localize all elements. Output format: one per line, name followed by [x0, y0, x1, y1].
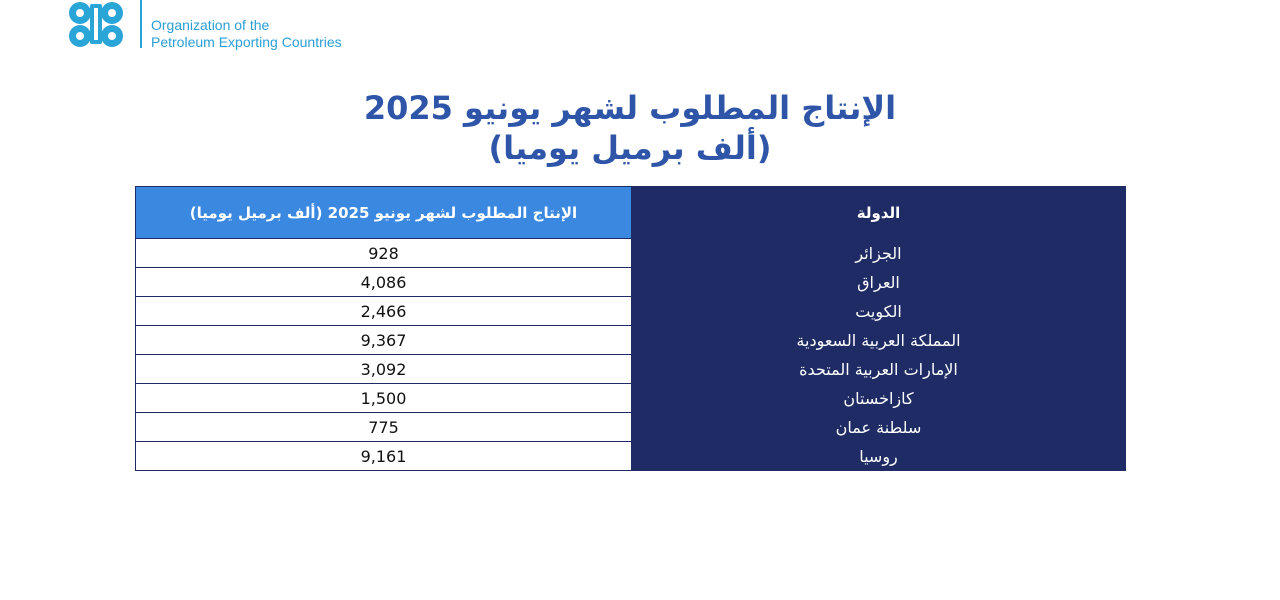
opec-logo-icon [68, 0, 124, 48]
title-line-2: (ألف برميل يوميا) [488, 129, 772, 167]
country-name: الإمارات العربية المتحدة [632, 355, 1126, 384]
country-name: روسيا [632, 442, 1126, 471]
organization-name [151, 17, 342, 51]
country-name: الجزائر [632, 239, 1126, 268]
production-value: 775 [136, 413, 632, 442]
header-country: الدولة [632, 187, 1126, 239]
country-name: كازاخستان [632, 384, 1126, 413]
production-value: 1,500 [136, 384, 632, 413]
table-row [136, 326, 1126, 355]
header-required-production: الإنتاج المطلوب لشهر يونيو 2025 (ألف برميل يوميا) [136, 187, 632, 239]
production-value: 2,466 [136, 297, 632, 326]
production-value: 9,161 [136, 442, 632, 471]
title-line-1: الإنتاج المطلوب لشهر يونيو 2025 [363, 89, 897, 127]
country-name: الكويت [632, 297, 1126, 326]
country-name: المملكة العربية السعودية [632, 326, 1126, 355]
page-title [0, 88, 1260, 168]
page-header [68, 0, 342, 51]
header-divider [140, 0, 142, 48]
table-header-row [136, 187, 1126, 239]
table-row [136, 413, 1126, 442]
org-name-line-2: Petroleum Exporting Countries [151, 34, 342, 50]
table-row [136, 239, 1126, 268]
org-name-line-1: Organization of the [151, 17, 270, 33]
country-name: سلطنة عمان [632, 413, 1126, 442]
country-name: العراق [632, 268, 1126, 297]
production-value: 4,086 [136, 268, 632, 297]
table-row [136, 297, 1126, 326]
production-table [135, 186, 1126, 471]
production-value: 3,092 [136, 355, 632, 384]
table-row [136, 442, 1126, 471]
production-value: 928 [136, 239, 632, 268]
table-row [136, 384, 1126, 413]
table-row [136, 268, 1126, 297]
table-row [136, 355, 1126, 384]
production-value: 9,367 [136, 326, 632, 355]
